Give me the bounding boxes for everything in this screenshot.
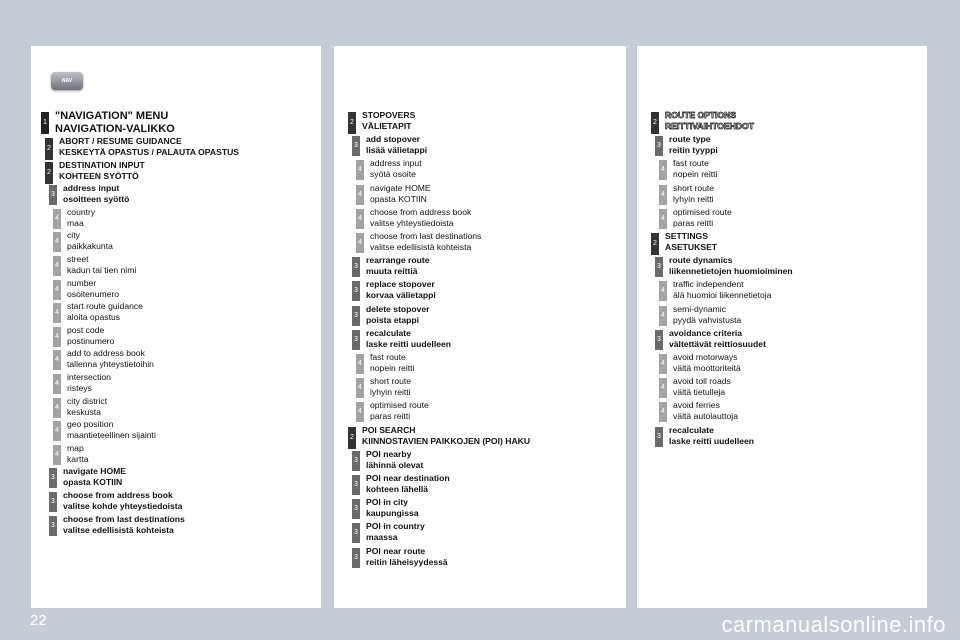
menu-entry-text xyxy=(669,134,718,156)
entry-line-secondary: reitin tyyppi xyxy=(669,145,718,156)
entry-line-secondary: kartta xyxy=(67,453,89,464)
entry-line-primary: fast route xyxy=(370,352,406,362)
entry-line-secondary: ASETUKSET xyxy=(665,242,718,252)
menu-panel-stopovers-poi xyxy=(334,46,626,608)
entry-line-primary: choose from last destinations xyxy=(370,231,482,241)
menu-entry-text xyxy=(669,328,766,350)
entry-line-secondary: kadun tai tien nimi xyxy=(67,265,137,275)
entry-line-primary: fast route xyxy=(673,158,709,169)
entry-line-secondary: vältä tietulleja xyxy=(673,387,726,398)
level-badge: 4 xyxy=(53,421,61,441)
menu-entry-text xyxy=(59,160,145,182)
entry-line-primary: POI SEARCH xyxy=(362,424,416,435)
level-badge: 3 xyxy=(352,306,360,326)
level-badge: 4 xyxy=(53,374,61,394)
menu-entry-text xyxy=(63,490,182,512)
nav-button-icon: NAV xyxy=(51,72,83,90)
entry-line-primary: POI in city xyxy=(366,497,409,508)
level-badge: 3 xyxy=(352,330,360,350)
menu-entry-text xyxy=(366,134,427,156)
entry-line-primary: DESTINATION INPUT xyxy=(59,159,145,170)
menu-entry-text xyxy=(370,352,414,374)
entry-line-secondary: aloita opastus xyxy=(67,312,121,323)
menu-entry-text xyxy=(67,301,143,323)
level-badge: 3 xyxy=(352,548,360,568)
menu-entry-text xyxy=(67,372,111,394)
entry-line-secondary: korvaa välietappi xyxy=(366,290,436,301)
entry-line-primary: semi-dynamic xyxy=(673,303,727,314)
entry-line-secondary: VÄLIETAPIT xyxy=(362,121,412,131)
menu-entry-text xyxy=(370,400,429,422)
entry-line-secondary: keskusta xyxy=(67,406,101,417)
entry-line-primary: add to address book xyxy=(67,348,145,359)
watermark: carmanualsonline.info xyxy=(721,612,946,637)
entry-line-secondary: laske reitti uudelleen xyxy=(366,338,452,349)
entry-line-secondary: syötä osoite xyxy=(370,169,416,180)
level-badge: 3 xyxy=(655,136,663,156)
entry-line-primary: POI near route xyxy=(366,545,426,556)
menu-entry-text xyxy=(370,376,411,398)
entry-line-secondary: reitin läheisyydessä xyxy=(366,556,448,567)
level-badge: 4 xyxy=(356,185,364,205)
menu-entry-text xyxy=(67,443,89,465)
menu-entry-text xyxy=(366,473,450,495)
entry-line-primary: post code xyxy=(67,324,105,335)
entry-line-primary: rearrange route xyxy=(366,255,430,266)
level-badge: 3 xyxy=(352,499,360,519)
menu-entry-text xyxy=(67,348,154,370)
entry-line-secondary: maantieteellinen sijainti xyxy=(67,430,156,441)
entry-line-primary: short route xyxy=(673,182,715,193)
level-badge: 3 xyxy=(352,523,360,543)
level-badge: 4 xyxy=(53,398,61,418)
entry-line-primary: POI nearby xyxy=(366,448,412,459)
menu-entry-text xyxy=(370,183,431,205)
entry-line-primary: replace stopover xyxy=(366,279,435,290)
level-badge: 3 xyxy=(352,136,360,156)
menu-entry-text xyxy=(669,425,754,447)
level-badge: 4 xyxy=(659,306,667,326)
menu-entry-text xyxy=(362,425,530,447)
menu-entry-text xyxy=(55,110,175,135)
entry-line-primary: optimised route xyxy=(370,400,429,411)
entry-line-primary: navigate HOME xyxy=(370,182,431,193)
entry-line-secondary: REITTIVAIHTOEHDOT xyxy=(665,121,754,131)
entry-line-secondary: paikkakunta xyxy=(67,241,113,252)
entry-line-primary: number xyxy=(67,277,97,288)
entry-line-secondary: KIINNOSTAVIEN PAIKKOJEN (POI) HAKU xyxy=(362,435,531,446)
entry-line-primary: address input xyxy=(63,183,120,194)
menu-panel-navigation xyxy=(31,46,321,608)
menu-entry-text xyxy=(669,255,793,277)
level-badge: 3 xyxy=(49,185,57,205)
menu-entry-text xyxy=(673,183,714,205)
level-badge: 4 xyxy=(659,281,667,301)
level-badge: 3 xyxy=(655,330,663,350)
entry-line-secondary: NAVIGATION-VALIKKO xyxy=(55,122,175,135)
entry-line-secondary: liikennetietojen huomioiminen xyxy=(669,266,793,277)
level-badge: 2 xyxy=(651,233,659,255)
level-badge: 4 xyxy=(356,233,364,253)
entry-line-primary: POI in country xyxy=(366,521,425,532)
menu-entry-text xyxy=(67,396,107,418)
entry-line-primary: STOPOVERS xyxy=(362,110,416,120)
menu-entry-text xyxy=(673,376,731,398)
entry-line-secondary: tallenna yhteystietoihin xyxy=(67,359,154,370)
level-badge: 1 xyxy=(41,112,49,134)
entry-line-primary: avoid ferries xyxy=(673,400,720,411)
level-badge: 4 xyxy=(659,402,667,422)
entry-line-primary: choose from last destinations xyxy=(63,513,185,524)
entry-line-secondary: lyhyin reitti xyxy=(673,193,714,204)
entry-line-secondary: pyydä vahvistusta xyxy=(673,314,742,325)
entry-line-primary: SETTINGS xyxy=(665,231,708,241)
entry-line-primary: POI near destination xyxy=(366,473,450,483)
entry-line-secondary: paras reitti xyxy=(673,217,714,228)
level-badge: 4 xyxy=(659,160,667,180)
entry-line-primary: short route xyxy=(370,376,412,387)
level-badge: 3 xyxy=(655,427,663,447)
entry-line-primary: add stopover xyxy=(366,134,420,145)
entry-line-secondary: valitse edellisistä kohteista xyxy=(63,524,174,535)
entry-line-secondary: kohteen lähellä xyxy=(366,484,429,494)
entry-line-primary: choose from address book xyxy=(370,206,472,217)
entry-line-secondary: muuta reittiä xyxy=(366,266,418,277)
level-badge: 3 xyxy=(49,468,57,488)
level-badge: 3 xyxy=(352,281,360,301)
level-badge: 3 xyxy=(352,475,360,495)
menu-entry-text xyxy=(366,497,419,519)
level-badge: 4 xyxy=(659,354,667,374)
level-badge: 4 xyxy=(356,402,364,422)
entry-line-secondary: osoitenumero xyxy=(67,288,120,299)
entry-line-secondary: nopein reitti xyxy=(370,363,415,373)
menu-entry-text xyxy=(63,514,185,536)
entry-line-primary: map xyxy=(67,442,84,453)
level-badge: 4 xyxy=(53,327,61,347)
entry-line-primary: street xyxy=(67,254,89,264)
entry-line-secondary: älä huomioi liikennetietoja xyxy=(673,290,772,301)
entry-line-primary: traffic independent xyxy=(673,279,744,290)
entry-line-secondary: risteys xyxy=(67,383,92,393)
menu-entry-text xyxy=(63,466,126,488)
entry-line-primary: "NAVIGATION" MENU xyxy=(55,110,169,122)
level-badge: 2 xyxy=(348,112,356,134)
entry-line-primary: delete stopover xyxy=(366,303,430,314)
level-badge: 2 xyxy=(45,138,53,160)
entry-line-secondary: vältä moottoriteitä xyxy=(673,363,741,373)
level-badge: 4 xyxy=(53,350,61,370)
entry-line-secondary: lyhyin reitti xyxy=(370,387,411,398)
menu-entry-text xyxy=(67,325,114,347)
entry-line-secondary: poista etappi xyxy=(366,314,420,325)
menu-entry-text xyxy=(673,400,738,422)
entry-line-secondary: KOHTEEN SYÖTTÖ xyxy=(59,170,139,181)
entry-line-primary: avoid motorways xyxy=(673,352,738,362)
level-badge: 4 xyxy=(53,303,61,323)
level-badge: 4 xyxy=(659,378,667,398)
entry-line-secondary: maa xyxy=(67,217,84,228)
menu-entry-text xyxy=(665,231,717,253)
entry-line-primary: recalculate xyxy=(669,424,714,435)
menu-entry-text xyxy=(67,230,113,252)
level-badge: 2 xyxy=(348,427,356,449)
menu-entry-text xyxy=(67,278,119,300)
entry-line-secondary: maassa xyxy=(366,532,398,543)
menu-entry-text xyxy=(362,110,415,132)
level-badge: 4 xyxy=(53,232,61,252)
menu-entry-text xyxy=(67,254,136,276)
entry-line-primary: navigate HOME xyxy=(63,466,127,477)
menu-entry-text xyxy=(665,110,754,132)
entry-line-secondary: opasta KOTIIN xyxy=(370,193,427,204)
entry-line-primary: optimised route xyxy=(673,206,732,217)
level-badge: 4 xyxy=(659,209,667,229)
menu-entry-text xyxy=(67,419,156,441)
menu-entry-text xyxy=(673,207,732,229)
level-badge: 4 xyxy=(53,256,61,276)
entry-line-secondary: valitse edellisistä kohteista xyxy=(370,242,472,252)
entry-line-secondary: paras reitti xyxy=(370,411,411,422)
entry-line-primary: route type xyxy=(669,134,711,145)
menu-entry-text xyxy=(366,521,425,543)
level-badge: 4 xyxy=(356,209,364,229)
entry-line-secondary: lähinnä olevat xyxy=(366,459,424,470)
menu-entry-text xyxy=(366,449,423,471)
entry-line-primary: start route guidance xyxy=(67,301,143,312)
entry-line-primary: recalculate xyxy=(366,327,411,338)
entry-line-secondary: kaupungissa xyxy=(366,508,419,519)
menu-entry-text xyxy=(673,158,717,180)
entry-line-primary: avoid toll roads xyxy=(673,376,731,387)
level-badge: 4 xyxy=(53,445,61,465)
entry-line-primary: avoidance criteria xyxy=(669,327,743,338)
level-badge: 2 xyxy=(651,112,659,134)
level-badge: 3 xyxy=(352,451,360,471)
menu-entry-text xyxy=(67,207,95,229)
level-badge: 4 xyxy=(356,378,364,398)
menu-entry-text xyxy=(366,546,448,568)
entry-line-primary: city xyxy=(67,230,80,241)
menu-entry-text xyxy=(366,328,451,350)
menu-entry-text xyxy=(63,183,129,205)
entry-line-secondary: laske reitti uudelleen xyxy=(669,435,755,446)
entry-line-primary: intersection xyxy=(67,372,111,382)
entry-line-primary: address input xyxy=(370,158,422,169)
entry-line-primary: ABORT / RESUME GUIDANCE xyxy=(59,136,182,146)
menu-entry-text xyxy=(673,279,771,301)
level-badge: 4 xyxy=(659,185,667,205)
level-badge: 4 xyxy=(53,209,61,229)
menu-entry-text xyxy=(366,279,436,301)
menu-panel-route-options xyxy=(637,46,927,608)
level-badge: 2 xyxy=(45,162,53,184)
level-badge: 4 xyxy=(53,280,61,300)
menu-entry-text xyxy=(370,231,481,253)
entry-line-secondary: opasta KOTIIN xyxy=(63,477,123,488)
entry-line-secondary: lisää välietappi xyxy=(366,145,428,156)
entry-line-secondary: postinumero xyxy=(67,335,115,346)
menu-entry-text xyxy=(59,136,239,158)
entry-line-secondary: nopein reitti xyxy=(673,169,718,180)
page-number: 22 xyxy=(30,612,47,629)
entry-line-primary: choose from address book xyxy=(63,490,173,500)
menu-entry-text xyxy=(673,352,741,374)
menu-entry-text xyxy=(370,207,471,229)
entry-line-secondary: KESKEYTÄ OPASTUS / PALAUTA OPASTUS xyxy=(59,147,240,157)
menu-entry-text xyxy=(366,304,430,326)
menu-entry-text xyxy=(370,158,422,180)
entry-line-secondary: valitse kohde yhteystiedoista xyxy=(63,501,183,511)
level-badge: 3 xyxy=(352,257,360,277)
level-badge: 3 xyxy=(655,257,663,277)
level-badge: 3 xyxy=(49,492,57,512)
entry-line-primary: geo position xyxy=(67,419,114,430)
menu-entry-text xyxy=(366,255,430,277)
level-badge: 4 xyxy=(356,160,364,180)
entry-line-primary: country xyxy=(67,206,96,217)
entry-line-primary: city district xyxy=(67,395,108,406)
entry-line-primary: ROUTE OPTIONS xyxy=(665,110,737,120)
entry-line-secondary: vältettävät reittiosuudet xyxy=(669,338,766,349)
entry-line-secondary: vältä autolauttoja xyxy=(673,411,738,422)
level-badge: 4 xyxy=(356,354,364,374)
entry-line-secondary: osoitteen syöttö xyxy=(63,194,130,205)
entry-line-secondary: valitse yhteystiedoista xyxy=(370,217,454,228)
entry-line-primary: route dynamics xyxy=(669,255,733,266)
level-badge: 3 xyxy=(49,516,57,536)
menu-entry-text xyxy=(673,304,741,326)
